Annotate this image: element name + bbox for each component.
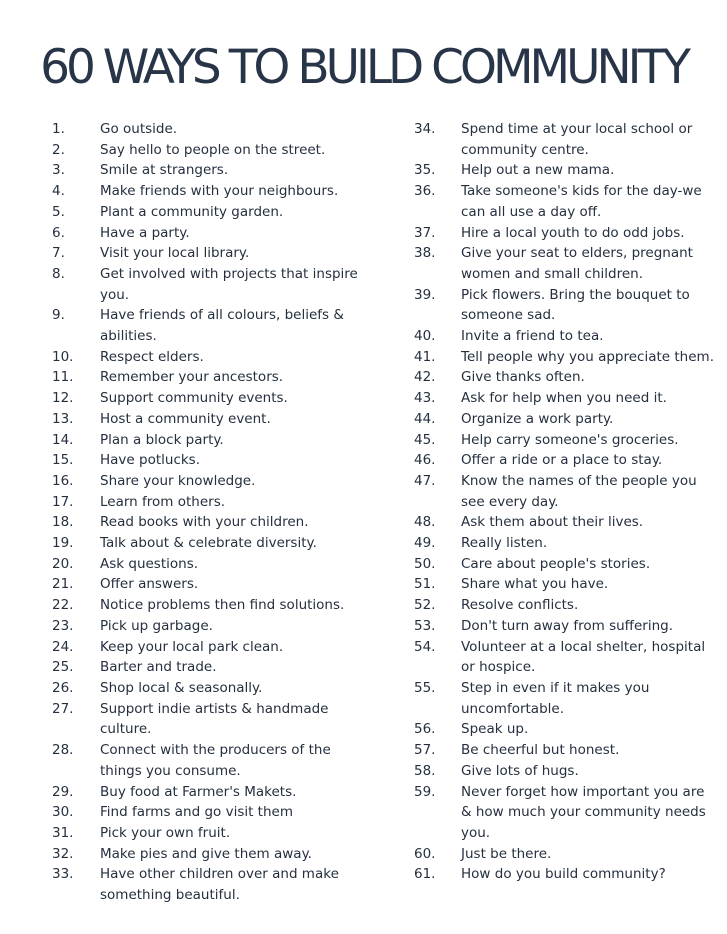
item-number: 20. xyxy=(52,555,74,572)
list-item xyxy=(414,512,718,533)
list-item xyxy=(52,367,370,388)
item-text: Take someone's kids for the day-we can all use a day off. xyxy=(461,183,702,220)
item-text: Visit your local library. xyxy=(100,245,250,262)
item-number: 12. xyxy=(52,390,74,407)
item-number: 18. xyxy=(52,514,74,531)
left-column-list xyxy=(52,119,370,906)
item-number: 21. xyxy=(52,576,74,593)
item-text: Plant a community garden. xyxy=(100,203,284,220)
item-text: Support indie artists & handmade culture. xyxy=(100,700,329,738)
item-text: Really listen. xyxy=(461,535,548,552)
item-text: Plan a block party. xyxy=(100,431,224,448)
item-text: Make friends with your neighbours. xyxy=(100,183,339,200)
item-number: 3. xyxy=(52,162,65,179)
list-item xyxy=(52,595,370,616)
item-number: 1. xyxy=(52,121,65,137)
item-text: Have other children over and make something beautiful. xyxy=(100,866,339,904)
item-number: 47. xyxy=(414,472,436,489)
list-item xyxy=(414,181,718,222)
item-text: Talk about & celebrate diversity. xyxy=(100,535,317,552)
item-number: 26. xyxy=(52,679,74,696)
item-text: Share your knowledge. xyxy=(100,472,256,489)
item-text: Support community events. xyxy=(100,390,288,407)
item-text: Be cheerful but honest. xyxy=(461,742,620,759)
list-item xyxy=(414,367,718,388)
item-text: Resolve conflicts. xyxy=(461,597,579,614)
item-number: 46. xyxy=(414,452,436,469)
item-text: Help carry someone's groceries. xyxy=(461,431,679,448)
item-number: 22. xyxy=(52,597,74,614)
list-item xyxy=(52,637,370,658)
list-item xyxy=(414,326,718,347)
item-number: 5. xyxy=(52,203,65,220)
item-text: Respect elders. xyxy=(100,348,204,365)
list-item xyxy=(414,285,718,326)
list-item xyxy=(414,782,718,844)
item-number: 9. xyxy=(52,307,65,324)
list-item xyxy=(414,574,718,595)
item-text: Never forget how important you are & how much your community needs you. xyxy=(461,783,706,841)
item-text: Pick up garbage. xyxy=(100,617,213,634)
list-item xyxy=(414,409,718,430)
item-text: How do you build community? xyxy=(461,866,666,883)
item-number: 32. xyxy=(52,845,74,862)
item-text: Have a party. xyxy=(100,224,190,241)
list-item xyxy=(414,864,718,885)
item-number: 36. xyxy=(414,183,436,200)
item-number: 54. xyxy=(414,638,436,655)
list-item xyxy=(414,243,718,284)
item-text: Host a community event. xyxy=(100,410,271,427)
item-number: 61. xyxy=(414,866,436,883)
item-text: Go outside. xyxy=(100,121,178,137)
item-number: 41. xyxy=(414,348,436,365)
item-text: Have potlucks. xyxy=(100,452,201,469)
list-item xyxy=(52,574,370,595)
item-text: Speak up. xyxy=(461,721,529,738)
item-text: Find farms and go visit them xyxy=(100,804,293,821)
list-item xyxy=(52,264,370,305)
list-item xyxy=(414,223,718,244)
item-number: 35. xyxy=(414,162,436,179)
list-item xyxy=(414,595,718,616)
list-item xyxy=(52,492,370,513)
list-item xyxy=(52,802,370,823)
item-text: Notice problems then find solutions. xyxy=(100,597,345,614)
item-text: Shop local & seasonally. xyxy=(100,679,263,696)
list-item xyxy=(52,160,370,181)
list-item xyxy=(52,678,370,699)
item-number: 52. xyxy=(414,597,436,614)
item-number: 58. xyxy=(414,762,436,779)
item-number: 56. xyxy=(414,721,436,738)
item-text: Help out a new mama. xyxy=(461,162,615,179)
item-number: 37. xyxy=(414,224,436,241)
list-item xyxy=(52,450,370,471)
list-item xyxy=(414,761,718,782)
item-number: 34. xyxy=(414,121,436,137)
list-item xyxy=(414,430,718,451)
list-item xyxy=(52,140,370,161)
item-text: Give thanks often. xyxy=(461,369,585,386)
list-item xyxy=(52,657,370,678)
list-item xyxy=(414,471,718,512)
item-number: 57. xyxy=(414,742,436,759)
list-item xyxy=(414,740,718,761)
item-text: Connect with the producers of the things you consume. xyxy=(100,742,331,779)
item-text: Step in even if it makes you uncomfortable. xyxy=(461,679,650,717)
item-number: 33. xyxy=(52,866,74,883)
item-number: 19. xyxy=(52,535,74,552)
list-item xyxy=(52,202,370,223)
item-text: Hire a local youth to do odd jobs. xyxy=(461,224,685,241)
list-item xyxy=(414,637,718,678)
item-text: Tell people why you appreciate them. xyxy=(461,348,714,365)
list-item xyxy=(414,616,718,637)
list-item xyxy=(414,719,718,740)
item-text: Give lots of hugs. xyxy=(461,762,579,779)
item-text: Make pies and give them away. xyxy=(100,845,312,862)
item-text: Spend time at your local school or community centre. xyxy=(461,121,693,158)
item-number: 31. xyxy=(52,824,74,841)
item-number: 30. xyxy=(52,804,74,821)
list-item xyxy=(52,347,370,368)
item-text: Barter and trade. xyxy=(100,659,217,676)
list-item xyxy=(52,512,370,533)
list-item xyxy=(414,554,718,575)
page-title: 60 WAYS TO BUILD COMMUNITY xyxy=(40,40,687,95)
list-item xyxy=(414,450,718,471)
list-item xyxy=(52,864,370,905)
item-number: 48. xyxy=(414,514,436,531)
list-item xyxy=(52,305,370,346)
list-item xyxy=(52,119,370,140)
list-item xyxy=(52,554,370,575)
list-item xyxy=(52,243,370,264)
item-number: 16. xyxy=(52,472,74,489)
list-item xyxy=(414,347,718,368)
list-item xyxy=(52,782,370,803)
item-number: 53. xyxy=(414,617,436,634)
item-number: 23. xyxy=(52,617,74,634)
item-number: 13. xyxy=(52,410,74,427)
item-number: 14. xyxy=(52,431,74,448)
item-number: 40. xyxy=(414,328,436,345)
list-item xyxy=(52,181,370,202)
item-number: 11. xyxy=(52,369,74,386)
list-item xyxy=(414,388,718,409)
item-text: Have friends of all colours, beliefs & abilities. xyxy=(100,307,344,345)
item-text: Know the names of the people you see every day. xyxy=(461,472,697,510)
item-text: Say hello to people on the street. xyxy=(100,141,326,158)
item-text: Smile at strangers. xyxy=(100,162,229,179)
item-number: 17. xyxy=(52,493,74,510)
item-text: Get involved with projects that inspire you. xyxy=(100,265,358,303)
item-text: Remember your ancestors. xyxy=(100,369,284,386)
item-number: 39. xyxy=(414,286,436,303)
item-number: 7. xyxy=(52,245,65,262)
item-number: 60. xyxy=(414,845,436,862)
list-item xyxy=(52,616,370,637)
item-number: 51. xyxy=(414,576,436,593)
list-item xyxy=(414,533,718,554)
item-number: 6. xyxy=(52,224,65,241)
item-text: Just be there. xyxy=(461,845,552,862)
item-text: Give your seat to elders, pregnant women and small children. xyxy=(461,245,693,282)
item-text: Offer answers. xyxy=(100,576,199,593)
item-text: Offer a ride or a place to stay. xyxy=(461,452,663,469)
item-text: Ask for help when you need it. xyxy=(461,390,667,407)
item-text: Pick your own fruit. xyxy=(100,824,231,841)
item-text: Read books with your children. xyxy=(100,514,309,531)
item-number: 50. xyxy=(414,555,436,572)
item-number: 49. xyxy=(414,535,436,552)
list-item xyxy=(52,471,370,492)
item-number: 45. xyxy=(414,431,436,448)
item-number: 10. xyxy=(52,348,74,365)
item-text: Pick flowers. Bring the bouquet to someone sad. xyxy=(461,286,690,324)
list-item xyxy=(52,740,370,781)
item-number: 2. xyxy=(52,141,65,158)
item-number: 27. xyxy=(52,700,74,717)
item-number: 4. xyxy=(52,183,65,200)
item-number: 15. xyxy=(52,452,74,469)
item-number: 59. xyxy=(414,783,436,800)
item-text: Care about people's stories. xyxy=(461,555,651,572)
list-item xyxy=(52,844,370,865)
item-text: Organize a work party. xyxy=(461,410,614,427)
item-number: 29. xyxy=(52,783,74,800)
list-item xyxy=(52,699,370,740)
item-text: Share what you have. xyxy=(461,576,609,593)
item-number: 24. xyxy=(52,638,74,655)
item-number: 8. xyxy=(52,265,65,282)
item-text: Learn from others. xyxy=(100,493,226,510)
item-number: 25. xyxy=(52,659,74,676)
item-text: Ask them about their lives. xyxy=(461,514,644,531)
item-number: 44. xyxy=(414,410,436,427)
list-item xyxy=(52,223,370,244)
list-item xyxy=(52,823,370,844)
item-text: Ask questions. xyxy=(100,555,199,572)
list-item xyxy=(414,678,718,719)
item-text: Buy food at Farmer's Makets. xyxy=(100,783,297,800)
right-column-list xyxy=(414,119,718,885)
item-number: 38. xyxy=(414,245,436,262)
item-text: Don't turn away from suffering. xyxy=(461,617,674,634)
item-number: 28. xyxy=(52,742,74,759)
item-text: Volunteer at a local shelter, hospital or hospice. xyxy=(461,638,706,676)
item-number: 43. xyxy=(414,390,436,407)
list-item xyxy=(52,409,370,430)
list-item xyxy=(52,430,370,451)
item-text: Invite a friend to tea. xyxy=(461,328,604,345)
list-item xyxy=(414,844,718,865)
list-item xyxy=(414,160,718,181)
list-item xyxy=(52,388,370,409)
item-text: Keep your local park clean. xyxy=(100,638,284,655)
list-item xyxy=(52,533,370,554)
item-number: 55. xyxy=(414,679,436,696)
list-item xyxy=(414,119,718,160)
item-number: 42. xyxy=(414,369,436,386)
